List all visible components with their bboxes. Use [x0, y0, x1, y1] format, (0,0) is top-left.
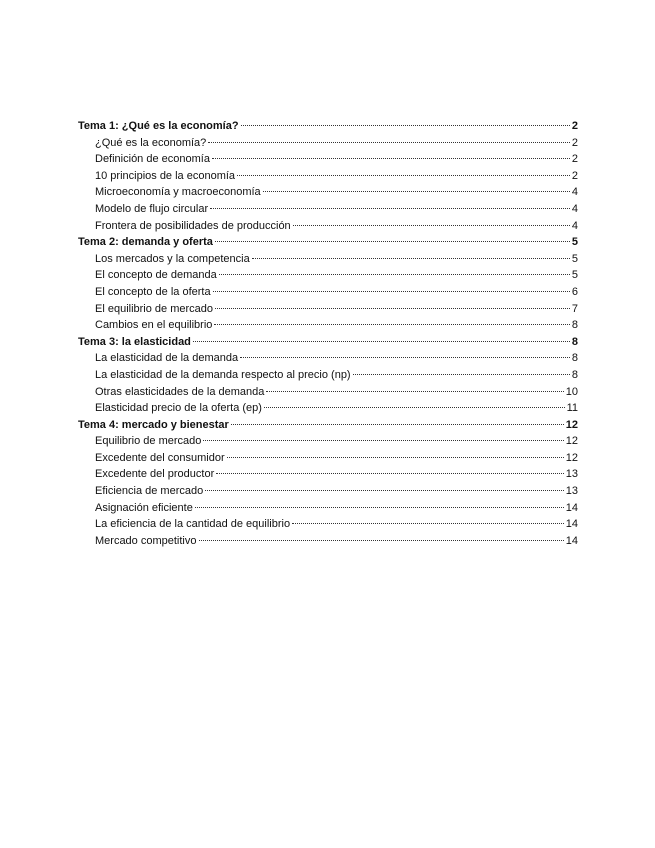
toc-page-number: 10 — [565, 385, 578, 398]
toc-entry-title: Otras elasticidades de la demanda — [95, 385, 265, 398]
toc-dot-leader — [293, 225, 570, 226]
toc-page-number: 4 — [571, 186, 578, 199]
toc-page-number: 12 — [565, 451, 578, 464]
toc-section-entry[interactable] — [78, 450, 578, 467]
toc-entry-title: Excedente del productor — [95, 468, 215, 481]
toc-entry-title: 10 principios de la economía — [95, 169, 236, 182]
toc-entry-title: Mercado competitivo — [95, 534, 197, 547]
toc-page-number: 6 — [571, 285, 578, 298]
toc-section-entry[interactable] — [78, 201, 578, 218]
toc-page-number: 2 — [571, 136, 578, 149]
toc-entry-title: El equilibrio de mercado — [95, 302, 214, 315]
toc-entry-title: Modelo de flujo circular — [95, 202, 209, 215]
toc-dot-leader — [195, 507, 564, 508]
toc-chapter-entry[interactable] — [78, 334, 578, 351]
toc-section-entry[interactable] — [78, 251, 578, 268]
toc-entry-title: Asignación eficiente — [95, 501, 193, 514]
toc-page-number: 8 — [571, 352, 578, 365]
toc-section-entry[interactable] — [78, 184, 578, 201]
toc-page-number: 14 — [565, 534, 578, 547]
toc-entry-title: Definición de economía — [95, 153, 210, 166]
toc-entry-title: Eficiencia de mercado — [95, 485, 204, 498]
toc-entry-title: ¿Qué es la economía? — [95, 136, 207, 149]
toc-page-number: 4 — [571, 219, 578, 232]
toc-chapter-entry[interactable] — [78, 417, 578, 434]
toc-section-entry[interactable] — [78, 350, 578, 367]
toc-entry-title: Tema 3: la elasticidad — [78, 335, 191, 348]
toc-entry-title: Microeconomía y macroeconomía — [95, 186, 261, 199]
toc-section-entry[interactable] — [78, 367, 578, 384]
toc-dot-leader — [241, 125, 570, 126]
toc-section-entry[interactable] — [78, 168, 578, 185]
toc-section-entry[interactable] — [78, 135, 578, 152]
toc-page-number: 5 — [571, 252, 578, 265]
toc-dot-leader — [214, 324, 569, 325]
toc-entry-title: Excedente del consumidor — [95, 451, 225, 464]
toc-section-entry[interactable] — [78, 433, 578, 450]
toc-page-number: 2 — [571, 120, 578, 132]
toc-entry-title: Elasticidad precio de la oferta (ep) — [95, 402, 262, 415]
toc-entry-title: La eficiencia de la cantidad de equilibrio — [95, 518, 291, 531]
toc-entry-title: La elasticidad de la demanda — [95, 352, 239, 365]
toc-section-entry[interactable] — [78, 516, 578, 533]
toc-dot-leader — [212, 158, 570, 159]
toc-dot-leader — [199, 540, 564, 541]
toc-page-number: 14 — [565, 518, 578, 531]
toc-section-entry[interactable] — [78, 384, 578, 401]
toc-section-entry[interactable] — [78, 284, 578, 301]
toc-dot-leader — [193, 341, 570, 342]
toc-dot-leader — [264, 407, 565, 408]
toc-dot-leader — [292, 523, 564, 524]
toc-entry-title: La elasticidad de la demanda respecto al precio (np) — [95, 368, 351, 381]
toc-entry-title: Cambios en el equilibrio — [95, 319, 213, 332]
toc-page-number: 8 — [571, 368, 578, 381]
toc-entry-title: Los mercados y la competencia — [95, 252, 250, 265]
toc-page-number: 5 — [571, 236, 578, 249]
toc-dot-leader — [240, 357, 570, 358]
toc-page-number: 8 — [571, 335, 578, 348]
toc-section-entry[interactable] — [78, 267, 578, 284]
toc-section-entry[interactable] — [78, 500, 578, 517]
toc-page-number: 4 — [571, 202, 578, 215]
toc-dot-leader — [216, 473, 564, 474]
toc-dot-leader — [266, 391, 563, 392]
toc-section-entry[interactable] — [78, 400, 578, 417]
toc-section-entry[interactable] — [78, 317, 578, 334]
toc-page-number: 5 — [571, 269, 578, 282]
toc-section-entry[interactable] — [78, 533, 578, 550]
toc-dot-leader — [227, 457, 564, 458]
toc-dot-leader — [231, 424, 564, 425]
toc-page-number: 2 — [571, 169, 578, 182]
toc-page-number: 7 — [571, 302, 578, 315]
toc-entry-title: Equilibrio de mercado — [95, 435, 202, 448]
toc-dot-leader — [252, 258, 570, 259]
toc-dot-leader — [210, 208, 570, 209]
toc-chapter-entry[interactable] — [78, 234, 578, 251]
toc-section-entry[interactable] — [78, 301, 578, 318]
toc-page-number: 13 — [565, 485, 578, 498]
toc-dot-leader — [237, 175, 570, 176]
toc-dot-leader — [219, 274, 570, 275]
toc-dot-leader — [263, 191, 570, 192]
toc-dot-leader — [213, 291, 570, 292]
toc-section-entry[interactable] — [78, 483, 578, 500]
toc-page-number: 12 — [565, 435, 578, 448]
toc-entry-title: Tema 2: demanda y oferta — [78, 236, 213, 249]
toc-page-number: 11 — [566, 402, 578, 415]
toc-dot-leader — [215, 241, 570, 242]
toc-dot-leader — [205, 490, 564, 491]
toc-dot-leader — [203, 440, 563, 441]
toc-chapter-entry[interactable] — [78, 118, 578, 135]
toc-dot-leader — [353, 374, 570, 375]
toc-entry-title: Frontera de posibilidades de producción — [95, 219, 291, 232]
toc-entry-title: Tema 1: ¿Qué es la economía? — [78, 120, 239, 132]
toc-entry-title: El concepto de la oferta — [95, 285, 211, 298]
toc-section-entry[interactable] — [78, 218, 578, 235]
toc-page-number: 8 — [571, 319, 578, 332]
toc-page-number: 14 — [565, 501, 578, 514]
toc-dot-leader — [208, 142, 570, 143]
toc-entry-title: Tema 4: mercado y bienestar — [78, 418, 229, 431]
table-of-contents — [78, 118, 578, 549]
toc-page-number: 13 — [565, 468, 578, 481]
toc-page-number: 12 — [565, 418, 578, 431]
toc-page-number: 2 — [571, 153, 578, 166]
toc-section-entry[interactable] — [78, 151, 578, 168]
toc-dot-leader — [215, 308, 570, 309]
toc-entry-title: El concepto de demanda — [95, 269, 217, 282]
toc-section-entry[interactable] — [78, 466, 578, 483]
